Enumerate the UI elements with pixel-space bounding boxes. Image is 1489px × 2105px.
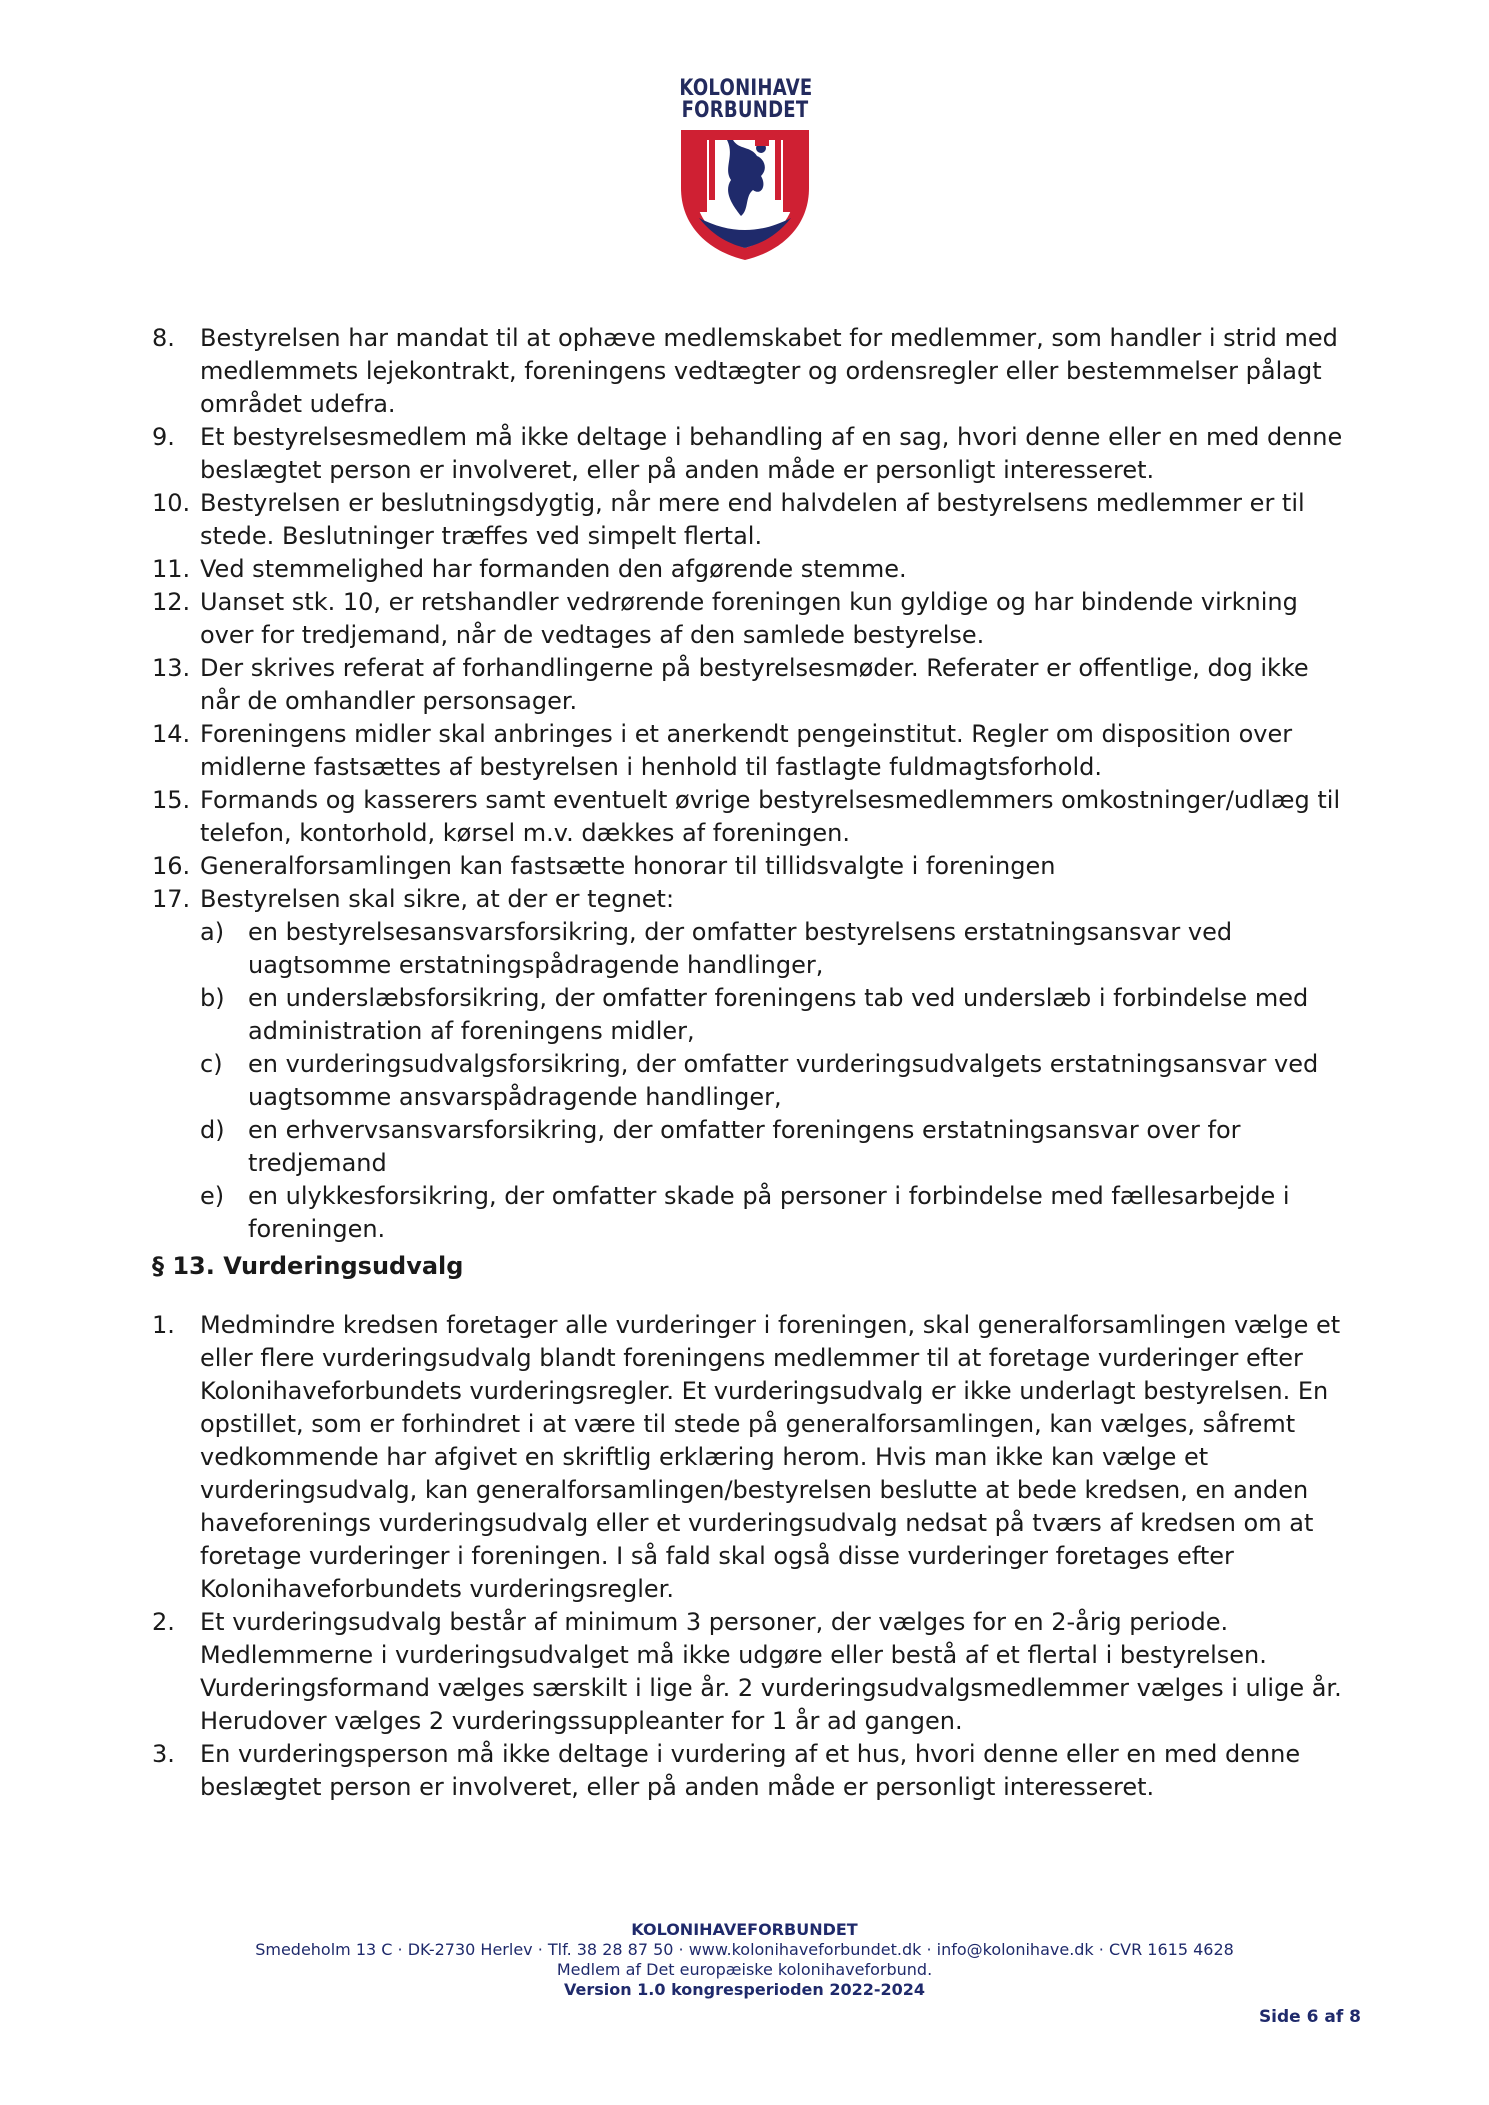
numbered-list-section-13 — [152, 1309, 1352, 1804]
list-item: 1. Medmindre kredsen foretager alle vurderinger i foreningen, skal generalforsamlingen vælge et eller flere vurderingsudvalg blandt foreningens medlemmer til at foretage vurderinger efter Kolonihaveforbundets vurderingsregler. Et vurderingsudvalg er ikke underlagt bestyrelsen. En opstillet, som er forhindret i at være til stede på generalforsamlingen, kan vælges, såfremt vedkommende har afgivet en skriftlig erklæring herom. Hvis man ikke kan vælge et vurderingsudvalg, kan generalforsamlingen/bestyrelsen beslutte at bede kredsen, en anden haveforenings vurderingsudvalg eller et vurderingsudvalg nedsat på tværs af kredsen om at foretage vurderinger i foreningen. I så fald skal også disse vurderinger foretages efter Kolonihaveforbundets vurderingsregler. — [152, 1311, 1341, 1603]
numbered-list-continued — [152, 322, 1352, 1246]
list-item: 11. Ved stemmelighed har formanden den afgørende stemme. — [152, 555, 907, 583]
sub-list-item: d) en erhvervsansvarsforsikring, der omfatter foreningens erstatningsansvar over for tredjemand — [200, 1116, 1241, 1177]
sub-list-item: b) en underslæbsforsikring, der omfatter foreningens tab ved underslæb i forbindelse med administration af foreningens midler, — [200, 984, 1309, 1045]
list-item: 2. Et vurderingsudvalg består af minimum 3 personer, der vælges for en 2-årig periode. Medlemmerne i vurderingsudvalget må ikke udgøre eller bestå af et flertal i bestyrelsen. Vurderingsformand vælges særskilt i lige år. 2 vurderingsudvalgsmedlemmer vælges i ulige år. Herudover vælges 2 vurderingssuppleanter for 1 år ad gangen. — [152, 1608, 1342, 1735]
section-heading: § 13. Vurderingsudvalg — [152, 1252, 464, 1280]
list-item: 14. Foreningens midler skal anbringes i et anerkendt pengeinstitut. Regler om disposition over midlerne fastsættes af bestyrelsen i henhold til fastlagte fuldmagtsforhold. — [152, 720, 1293, 781]
kolonihaveforbundet-logo — [665, 78, 825, 266]
lettered-sublist — [200, 916, 1352, 1246]
sub-list-item: a) en bestyrelsesansvarsforsikring, der omfatter bestyrelsens erstatningsansvar ved uagtsomme erstatningspådragende handlinger, — [200, 918, 1233, 979]
list-item: 8. Bestyrelsen har mandat til at ophæve medlemskabet for medlemmer, som handler i strid med medlemmets lejekontrakt, foreningens vedtægter og ordensregler eller bestemmelser pålagt området udefra. — [152, 324, 1338, 418]
sub-list-item: e) en ulykkesforsikring, der omfatter skade på personer i forbindelse med fællesarbejde i foreningen. — [200, 1182, 1290, 1243]
list-item: 10. Bestyrelsen er beslutningsdygtig, når mere end halvdelen af bestyrelsens medlemmer er til stede. Beslutninger træffes ved simpelt flertal. — [152, 489, 1305, 550]
list-item: 13. Der skrives referat af forhandlingerne på bestyrelsesmøder. Referater er offentlige, dog ikke når de omhandler personsager. — [152, 654, 1309, 715]
document-body — [152, 322, 1352, 1804]
page-number: Side 6 af 8 — [1258, 2007, 1361, 2027]
list-item: 17. Bestyrelsen skal sikre, at der er tegnet: a) en bestyrelsesansvarsforsikring, der omfatter bestyrelsens erstatningsansvar ved uagtsomme erstatningspådragende handlinger, b) en underslæbsforsikring, der omfatter foreningens tab ved underslæb i forbindelse med administration af foreningens midler, c) en vurderingsudvalgsforsikring, der omfatter vurderingsudvalgets erstatningsansvar ved uagtsomme ansvarspådragende handlinger, d) en erhvervsansvarsforsikring, der omfatter foreningens erstatningsansvar over for tredjemand e) en ulykkesforsikring, der omfatter skade på personer i forbindelse med fællesarbejde i foreningen. — [152, 883, 1352, 1246]
list-item: 3. En vurderingsperson må ikke deltage i vurdering af et hus, hvori denne eller en med denne beslægtet person er involveret, eller på anden måde er personligt interesseret. — [152, 1740, 1301, 1801]
page-footer — [0, 1920, 1489, 2000]
footer-org: KOLONIHAVEFORBUNDET — [631, 1920, 858, 1939]
logo-text-line1: KOLONIHAVE — [679, 76, 813, 101]
footer-member: Medlem af Det europæiske kolonihaveforbund. — [556, 1960, 933, 1979]
list-item: 16. Generalforsamlingen kan fastsætte honorar til tillidsvalgte i foreningen — [152, 852, 1056, 880]
footer-contact: Smedeholm 13 C · DK-2730 Herlev · Tlf. 38 28 87 50 · www.kolonihaveforbundet.dk · info@kolonihave.dk · CVR 1615 4628 — [255, 1940, 1234, 1959]
sub-list-item: c) en vurderingsudvalgsforsikring, der omfatter vurderingsudvalgets erstatningsansvar ved uagtsomme ansvarspådragende handlinger, — [200, 1050, 1319, 1111]
list-item: 12. Uanset stk. 10, er retshandler vedrørende foreningen kun gyldige og har bindende virkning over for tredjemand, når de vedtages af den samlede bestyrelse. — [152, 588, 1298, 649]
list-item: 15. Formands og kasserers samt eventuelt øvrige bestyrelsesmedlemmers omkostninger/udlæg til telefon, kontorhold, kørsel m.v. dækkes af foreningen. — [152, 786, 1341, 847]
list-item: 9. Et bestyrelsesmedlem må ikke deltage i behandling af en sag, hvori denne eller en med denne beslægtet person er involveret, eller på anden måde er personligt interesseret. — [152, 423, 1343, 484]
logo-text-line2: FORBUNDET — [681, 98, 809, 123]
footer-version: Version 1.0 kongresperioden 2022-2024 — [563, 1980, 926, 1999]
shield-emblem-icon — [675, 126, 815, 262]
